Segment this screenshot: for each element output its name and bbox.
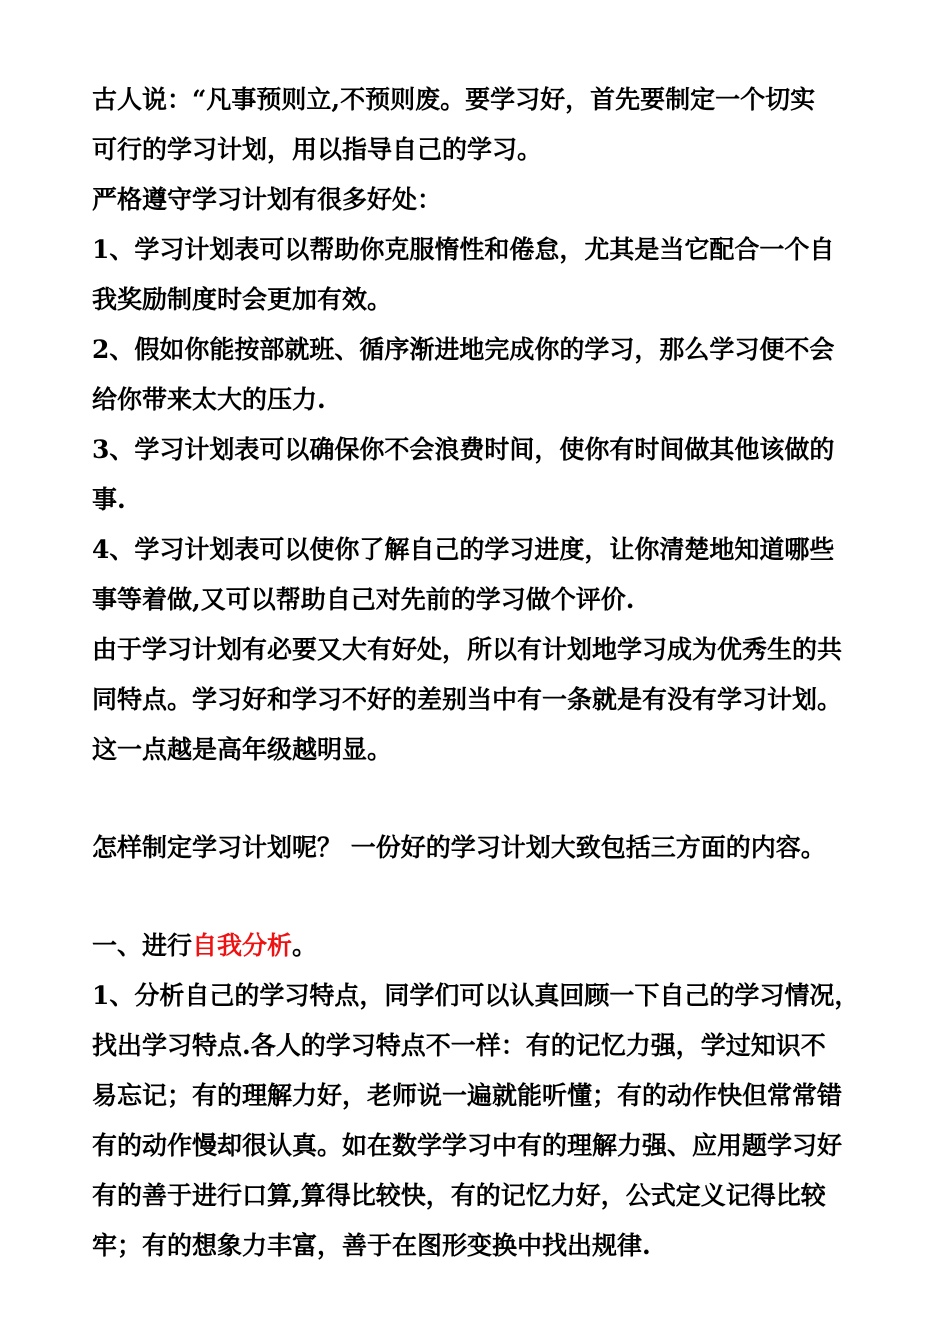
paragraph-line: 有的善于进行口算,算得比较快，有的记忆力好，公式定义记得比较 [92, 1181, 826, 1210]
paragraph-line: 这一点越是高年级越明显。 [92, 735, 393, 764]
list-item: 3、学习计划表可以确保你不会浪费时间，使你有时间做其他该做的 [92, 435, 835, 464]
paragraph-line: 由于学习计划有必要又大有好处，所以有计划地学习成为优秀生的共 [92, 635, 843, 664]
paragraph-line: 可行的学习计划，用以指导自己的学习。 [92, 135, 543, 164]
paragraph-line: 牢；有的想象力丰富，善于在图形变换中找出规律. [92, 1231, 651, 1260]
list-item: 4、学习计划表可以使你了解自己的学习进度，让你清楚地知道哪些 [92, 535, 835, 564]
list-item: 事等着做,又可以帮助自己对先前的学习做个评价. [92, 585, 635, 614]
section-heading-highlight: 自我分析 [192, 931, 293, 960]
list-item: 我奖励制度时会更加有效。 [92, 285, 393, 314]
paragraph-line: 严格遵守学习计划有很多好处： [92, 185, 443, 214]
section-heading-suffix: 。 [292, 931, 318, 960]
paragraph-line: 易忘记；有的理解力好，老师说一遍就能听懂；有的动作快但常常错 [92, 1081, 843, 1110]
paragraph-line: 找出学习特点.各人的学习特点不一样：有的记忆力强，学过知识不 [92, 1031, 826, 1060]
list-item: 给你带来太大的压力. [92, 385, 326, 414]
paragraph-line: 有的动作慢却很认真。如在数学学习中有的理解力强、应用题学习好 [92, 1131, 843, 1160]
question-line: 怎样制定学习计划呢？ 一份好的学习计划大致包括三方面的内容。 [92, 833, 826, 862]
paragraph-line: 古人说：“凡事预则立,不预则废。要学习好，首先要制定一个切实 [92, 85, 816, 114]
list-item: 2、假如你能按部就班、循序渐进地完成你的学习，那么学习便不会 [92, 335, 835, 364]
paragraph-line: 同特点。学习好和学习不好的差别当中有一条就是有没有学习计划。 [92, 685, 843, 714]
list-item: 1、分析自己的学习特点，同学们可以认真回顾一下自己的学习情况， [92, 981, 860, 1010]
list-item: 1、学习计划表可以帮助你克服惰性和倦怠，尤其是当它配合一个自 [92, 235, 835, 264]
section-heading-prefix: 一、进行 [92, 931, 193, 960]
list-item: 事. [92, 485, 126, 514]
section-heading [92, 929, 872, 963]
